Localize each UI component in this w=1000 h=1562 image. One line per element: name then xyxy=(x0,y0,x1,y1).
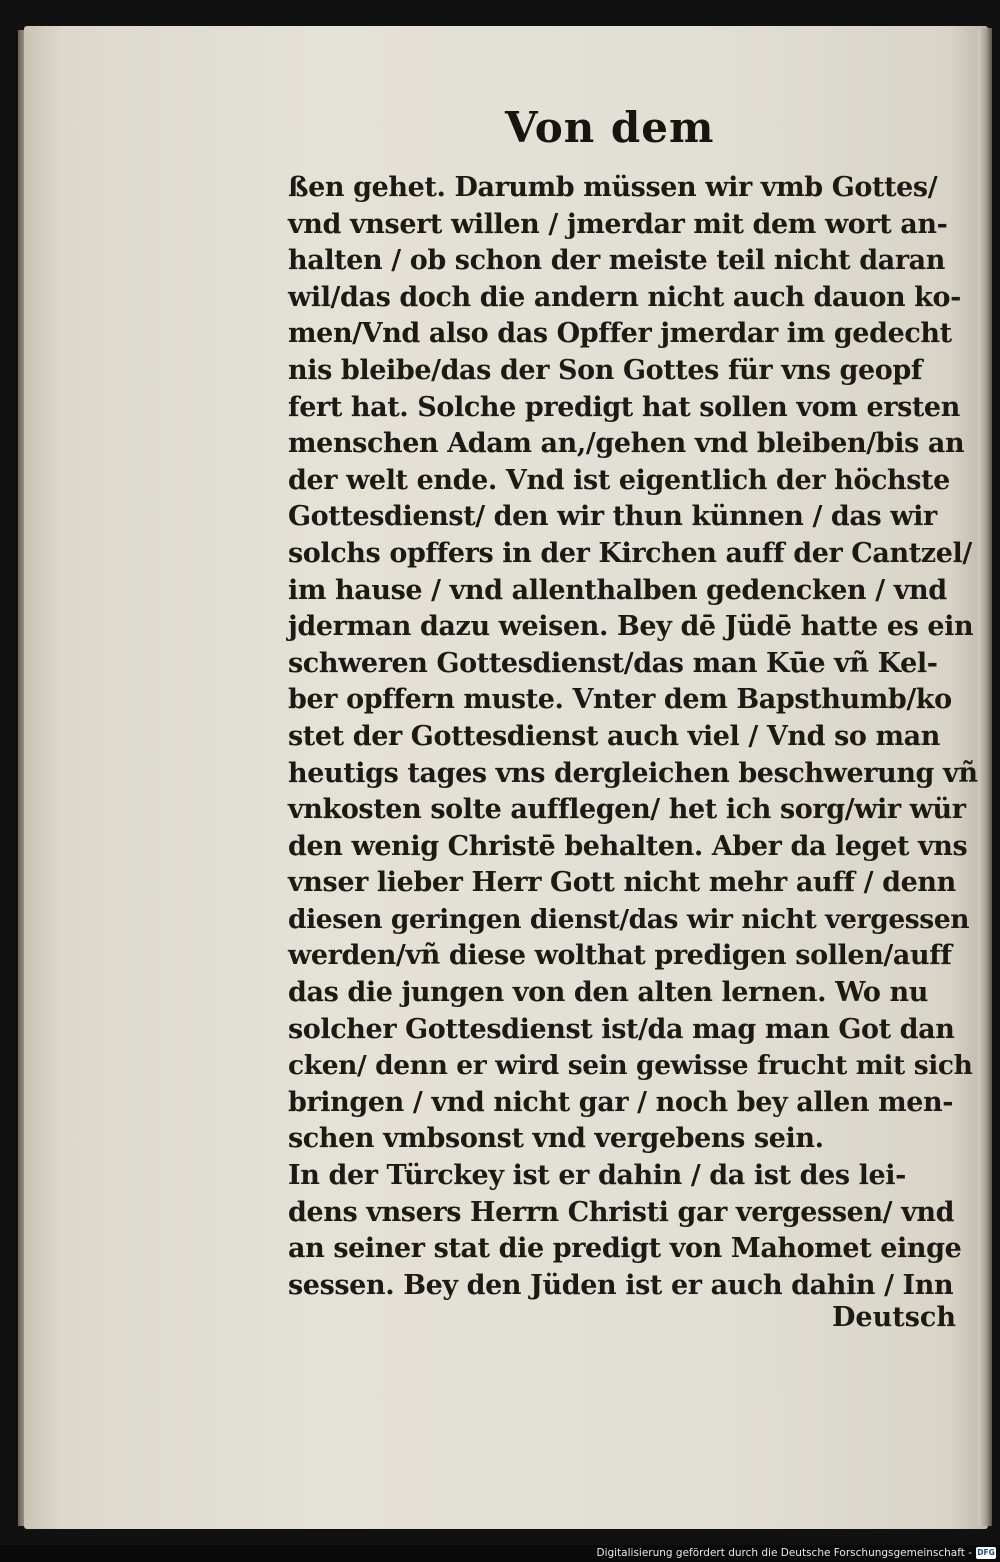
text-line: sessen. Bey den Jüden ist er auch dahin / Inn xyxy=(288,1269,954,1301)
text-line: wil/das doch die andern nicht auch dauon ko- xyxy=(288,281,961,313)
text-line: cken/ denn er wird sein gewisse frucht mit sich xyxy=(288,1050,973,1082)
text-line: solchs opffers in der Kirchen auff der Cantzel/ xyxy=(288,537,972,569)
text-line: schweren Gottesdienst/das man Kūe vñ Kel- xyxy=(288,647,938,679)
text-line: der welt ende. Vnd ist eigentlich der höchste xyxy=(288,464,950,496)
text-line: halten / ob schon der meiste teil nicht daran xyxy=(288,245,945,277)
text-line: werden/vñ diese wolthat predigen sollen/auff xyxy=(288,940,952,972)
text-line: schen vmbsonst vnd vergebens sein. xyxy=(288,1123,824,1155)
page-right-edge xyxy=(978,28,992,1526)
text-line: vnser lieber Herr Gott nicht mehr auff / denn xyxy=(288,867,956,899)
text-line: im hause / vnd allenthalben gedencken / vnd xyxy=(288,574,947,606)
body-text xyxy=(288,170,978,1304)
text-line: stet der Gottesdienst auch viel / Vnd so man xyxy=(288,720,941,752)
text-line: vnd vnsert willen / jmerdar mit dem wort an- xyxy=(288,208,948,240)
text-line: das die jungen von den alten lernen. Wo nu xyxy=(288,977,928,1009)
dfg-logo: DFG xyxy=(977,1548,995,1557)
text-line: dens vnsers Herrn Christi gar vergessen/ vnd xyxy=(288,1196,955,1228)
text-line: In der Türckey ist er dahin / da ist des lei- xyxy=(288,1160,906,1192)
text-line: an seiner stat die predigt von Mahomet einge xyxy=(288,1233,962,1265)
text-line: diesen geringen dienst/das wir nicht vergessen xyxy=(288,903,970,935)
text-line: ßen gehet. Darumb müssen wir vmb Gottes/ xyxy=(288,172,938,203)
text-line: den wenig Christē behalten. Aber da leget vns xyxy=(288,830,968,862)
text-line: bringen / vnd nicht gar / noch bey allen men- xyxy=(288,1086,954,1118)
text-line: Gottesdienst/ den wir thun künnen / das wir xyxy=(288,501,937,533)
text-line: ber opffern muste. Vnter dem Bapsthumb/ko xyxy=(288,684,952,716)
catchword: Deutsch xyxy=(832,1302,956,1333)
text-line: jderman dazu weisen. Bey dē Jüdē hatte es ein xyxy=(288,611,974,643)
text-line: nis bleibe/das der Son Gottes für vns geopf xyxy=(288,354,923,386)
text-line: men/Vnd also das Opffer jmerdar im gedecht xyxy=(288,318,952,350)
text-line: fert hat. Solche predigt hat sollen vom ersten xyxy=(288,391,960,423)
funding-credit: Digitalisierung gefördert durch die Deutsche Forschungsgemeinschaft - xyxy=(596,1547,972,1559)
digitization-footer xyxy=(0,1545,1000,1562)
text-line: solcher Gottesdienst ist/da mag man Got dan xyxy=(288,1013,955,1045)
text-line: heutigs tages vns dergleichen beschwerung vñ xyxy=(288,757,978,789)
text-line: menschen Adam an,/gehen vnd bleiben/bis an xyxy=(288,428,965,460)
running-head: Von dem xyxy=(505,103,715,152)
text-line: vnkosten solte aufflegen/ het ich sorg/wir wür xyxy=(288,794,966,826)
